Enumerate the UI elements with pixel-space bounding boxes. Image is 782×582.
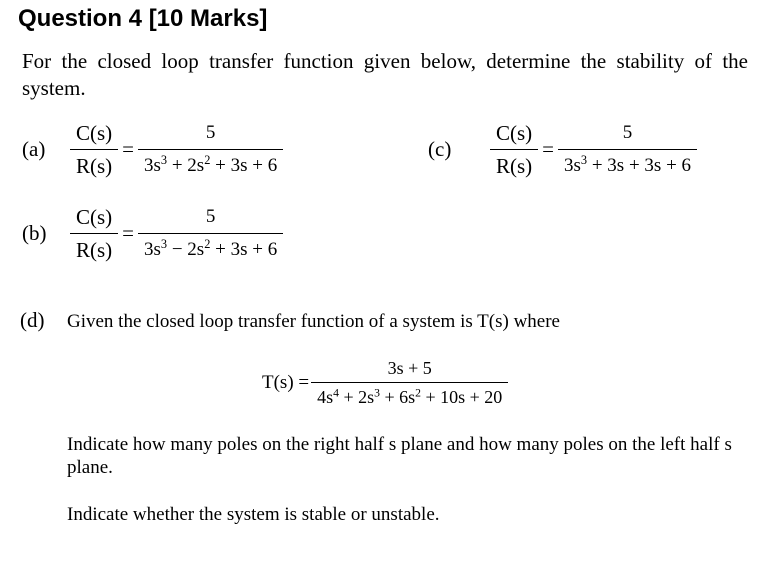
part-a-lhs-numerator: C(s) (76, 121, 113, 145)
part-b-lhs-denominator: R(s) (70, 233, 118, 263)
part-d-tf-numerator: 3s + 5 (387, 358, 432, 378)
part-b-rhs-numerator: 5 (205, 206, 216, 227)
part-b-lhs-fraction (70, 204, 118, 263)
part-c (428, 120, 697, 179)
part-c-lhs-numerator: C(s) (496, 121, 533, 145)
part-b-equals: = (122, 221, 135, 245)
part-b-label: (b) (22, 221, 47, 245)
part-d-text: Given the closed loop transfer function of a system is T(s) where (67, 311, 560, 332)
part-a-rhs-fraction (138, 120, 283, 179)
part-c-lhs-fraction (490, 120, 538, 179)
part-c-equals: = (542, 137, 555, 161)
part-a-label: (a) (22, 137, 46, 161)
part-b-rhs-fraction (138, 204, 283, 263)
part-b (22, 204, 283, 263)
part-b-lhs-numerator: C(s) (76, 205, 113, 229)
part-d-tf-lhs: T(s) = (262, 371, 310, 393)
question-intro: For the closed loop transfer function given below, determine the stability of the system. (22, 49, 748, 100)
part-c-lhs-denominator: R(s) (490, 149, 538, 179)
part-c-label: (c) (428, 137, 452, 161)
part-a-lhs-fraction (70, 120, 118, 179)
part-b-rhs-denominator: $3s^3 - 2s^2 + 3s + 6$ (138, 233, 283, 263)
part-a-lhs-denominator: R(s) (70, 149, 118, 179)
part-d-instruction-poles: Indicate how many poles on the right half s plane and how many poles on the left half s plane. (67, 434, 732, 478)
question-heading: Question 4 [10 Marks] (18, 5, 268, 32)
part-a-equals: = (122, 137, 135, 161)
part-d-transfer-function (262, 357, 508, 408)
part-d-tf-fraction (311, 357, 508, 408)
part-c-rhs-numerator: 5 (622, 122, 633, 143)
part-a (22, 120, 283, 179)
part-d-tf-denominator: $4s^4 + 2s^3 + 6s^2 + 10s + 20$ (311, 382, 508, 408)
part-a-rhs-numerator: 5 (205, 122, 216, 143)
part-c-rhs-denominator: $3s^3 + 3s + 3s + 6$ (558, 149, 697, 179)
part-d-instruction-stability: Indicate whether the system is stable or unstable. (67, 504, 440, 525)
part-a-rhs-denominator: $3s^3 + 2s^2 + 3s + 6$ (138, 149, 283, 179)
part-d-label: (d) (20, 308, 45, 332)
part-c-rhs-fraction (558, 120, 697, 179)
